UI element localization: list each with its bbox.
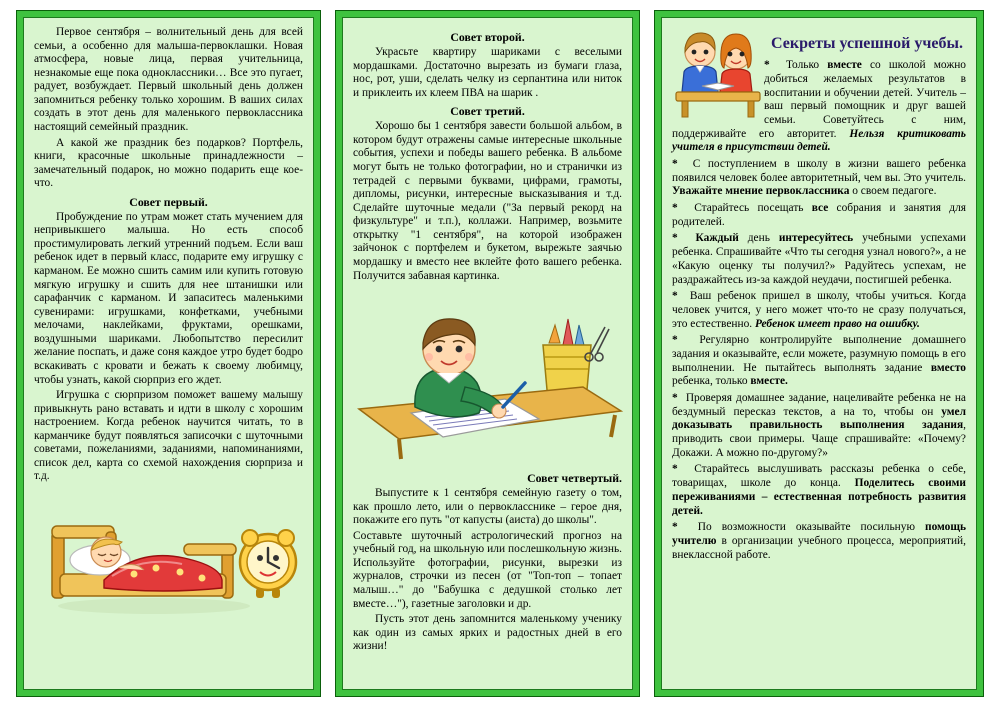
page-title: Секреты успешной учебы. xyxy=(771,35,963,52)
bullet-star-icon: * xyxy=(672,202,678,215)
list-item-text: Старайтесь посещать все собрания и занятия для родителей. xyxy=(672,202,966,228)
sleeping-child-svg xyxy=(34,488,314,616)
paragraph: Пробуждение по утрам может стать мучением для непривыкшего малыша. Но есть способ простимулировать легкий утренний подъем. Если ваш ребенок идет в первый класс, подарите ему игрушку с карманом. Ее можно сшить самим или купить готовую мягкую игрушку и сшить для нее штанишки или сарафанчик с карманом. И запаситесь маленькими сувенирами: игрушками, конфетками, учебными мелочами, наклейками, фруктами, орешками, воздушными шариками. Любопытство пересилит желание поспать, и даже соня каждое утро будет бодро вскакивать с кровати и бежать к своему любимцу, чтобы узнать, какой сюрприз его ждет. xyxy=(34,210,303,386)
list-item xyxy=(672,158,966,199)
list-item-text: Только вместе со школой можно добиться желаемых результатов в воспитании и обучении детей. Учитель – ваш первый помощник и друг вашей семьи. Советуйтесь с ним, поддерживайте его авторитет. Нельзя критиковать учителя в присутствии детей. xyxy=(672,59,966,154)
bullet-star-icon: * xyxy=(672,463,678,476)
paragraph: Первое сентября – волнительный день для всей семьи, а особенно для малыша-первоклашки. Новая атмосфера, новые лица, первая учительница, незнакомые еще пока одноклассники… Все это пугает, радует, возбуждает. Первый школьный день должен запомниться ребенку только хорошим. В ваших силах создать в этот день для маленького первоклассника настоящий семейный праздник. xyxy=(34,26,303,133)
list-item-text: С поступлением в школу в жизни вашего ребенка появился человек более авторитетный, чем вы. Это учитель. Уважайте мнение первоклассника о своем педагоге. xyxy=(672,158,966,198)
boy-writing-svg xyxy=(353,287,633,467)
panel-center-content xyxy=(342,17,633,690)
panel-right xyxy=(654,10,984,697)
list-item-text: Регулярно контролируйте выполнение домашнего задания и оказывайте, если можете, разумную помощь в его выполнении. Не пытайтесь выполнять задание вместо ребенка, только вместе. xyxy=(672,334,966,388)
paragraph: Выпустите к 1 сентября семейную газету о том, как прошло лето, или о первокласснике – герое дня, покажите его путь "от капусты (аиста) до школы". xyxy=(353,487,622,527)
panel-left xyxy=(16,10,321,697)
section-heading-sovet-tretiy: Совет третий. xyxy=(450,104,525,119)
paragraph: Пусть этот день запомнится маленькому ученику как один из самых ярких и радостных дней в его жизни! xyxy=(353,613,622,653)
list-item-text: Проверяя домашнее задание, нацеливайте ребенка не на бездумный пересказ текстов, а на то, чтобы он умел доказывать правильность выполнения задания, приводить свои примеры. Чаще спрашивайте: «Почему? Докажи. А можно по-другому?» xyxy=(672,392,966,459)
paragraph: Составьте шуточный астрологический прогноз на учебный год, на школьную или послешкольную жизнь. Используйте фотографии, рисунки, вырезки из журналов, строчки из песен (от "Топ-топ – топает малыш…" до "Бабушка с дедушкой столько лет вместе…"), газетные заголовки и др. xyxy=(353,529,622,610)
section-heading-sovet-perviy: Совет первый. xyxy=(129,194,208,209)
sleeping-child-illustration xyxy=(34,488,303,616)
tips-list xyxy=(672,59,966,562)
bullet-star-icon: * xyxy=(672,290,678,303)
two-kids-illustration xyxy=(672,26,764,122)
list-item-text: По возможности оказывайте посильную помощь учителю в организации учебного процесса, мероприятий, внеклассной работе. xyxy=(672,521,966,561)
paragraph: Хорошо бы 1 сентября завести большой альбом, в котором будут отражены самые интересные школьные события, успехи и победы вашего ребенка. В альбоме могут быть не только фотографии, но и странички из тетрадей с первыми буквами, цифрами, грамоты, дипломы, рисунки, интересные высказывания и т.д. Сделайте шуточные медали ("За первый рекорд на физкультуре" и т.п.), коллажи. Например, возьмите открытку "1 сентября", на которой изображен зайчонок с портфелем и букетом, вырежьте заячью мордашку и вместо нее вклейте фото вашего ребенка. Получится забавная картинка. xyxy=(353,120,622,282)
bullet-star-icon: * xyxy=(672,334,678,347)
panel-right-title-wrap xyxy=(768,26,966,53)
list-item xyxy=(672,392,966,460)
paragraph: Игрушка с сюрпризом поможет вашему малышу привыкнуть рано вставать и идти в школу с хорошим настроением. Когда ребенок научится читать, то в карманчике будут появляться записочки с шуточными советами, пожеланиями, заданиями, напоминаниями, список дел, карта со схемой нахождения сюрприза и т.д. xyxy=(34,389,303,483)
list-item xyxy=(672,521,966,562)
paragraph: Украсьте квартиру шариками с веселыми мордашками. Достаточно вырезать из бумаги глаза, нос, рот, уши, сделать челку из серпантина или ниток и приклеить их клеем ПВА на шарик . xyxy=(353,46,622,99)
alarm-clock-icon xyxy=(240,530,296,598)
list-item-text: Каждый день интересуйтесь учебными успехами ребенка. Спрашивайте «Что ты сегодня узнал нового?», а не «Какую оценку ты получил?» Радуйтесь успехам, не раздражайтесь из-за каждой неудачи, постигшей ребенка. xyxy=(672,232,966,286)
list-item-text: Старайтесь выслушивать рассказы ребенка о себе, товарищах, школе до конца. Поделитесь своими переживаниями – естественная потребность развития детей. xyxy=(672,463,966,517)
list-item xyxy=(672,290,966,331)
section-heading-sovet-chetvertyy: Совет четвертый. xyxy=(527,471,622,486)
list-item xyxy=(672,334,966,389)
list-item xyxy=(672,202,966,229)
panel-left-content xyxy=(23,17,314,690)
list-item xyxy=(672,232,966,287)
panel-right-content xyxy=(661,17,977,690)
bullet-star-icon: * xyxy=(672,158,678,170)
bullet-star-icon: * xyxy=(764,59,770,72)
two-kids-svg xyxy=(672,26,764,122)
bullet-star-icon: * xyxy=(672,232,678,245)
bullet-star-icon: * xyxy=(672,392,678,404)
list-item-text: Ваш ребенок пришел в школу, чтобы учиться. Когда человек учится, у него может что-то не сразу получаться, это естественно. Ребенок имеет право на ошибку. xyxy=(672,290,966,330)
list-item xyxy=(672,463,966,518)
section-heading-sovet-vtoroy: Совет второй. xyxy=(450,30,525,44)
boy-writing-illustration xyxy=(353,287,622,467)
panel-center xyxy=(335,10,640,697)
bullet-star-icon: * xyxy=(672,521,678,534)
paragraph: А какой же праздник без подарков? Портфель, книги, красочные школьные принадлежности – замечательный подарок, но можно подарить еще кое-что. xyxy=(34,136,303,190)
